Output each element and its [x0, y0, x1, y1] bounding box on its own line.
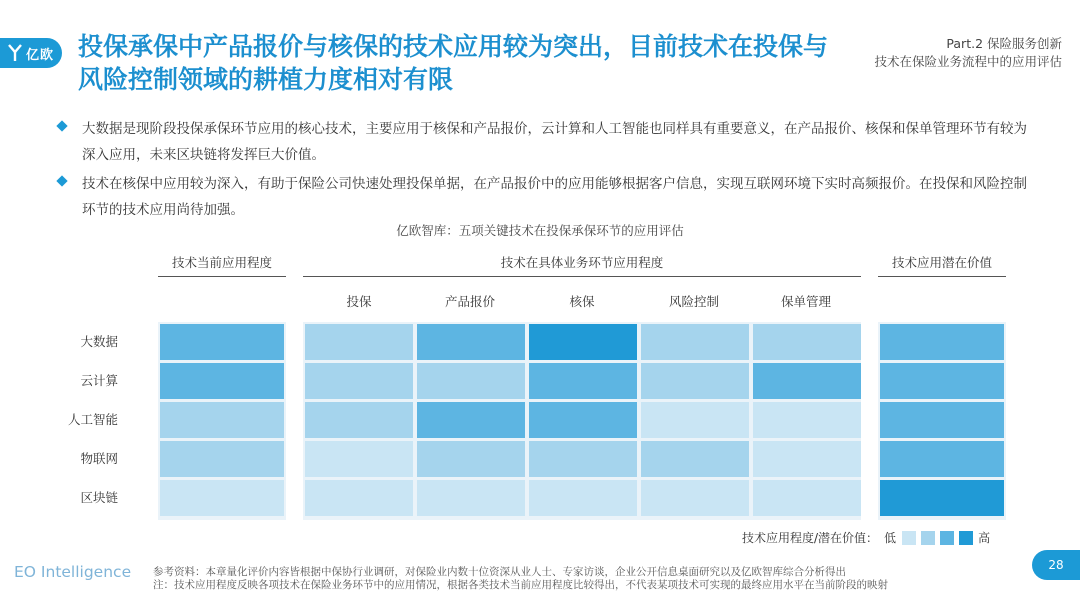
cell-stage-level — [753, 363, 861, 399]
cell-stage-level — [753, 324, 861, 360]
legend-high: 高 — [978, 531, 991, 545]
cell-current-level — [160, 324, 284, 360]
legend-swatch — [921, 531, 935, 545]
cell-stage-level — [305, 363, 413, 399]
group-label-current: 技术当前应用程度 — [171, 255, 272, 270]
cell-potential-level — [880, 480, 1004, 516]
cell-stage-level — [305, 441, 413, 477]
cell-stage-level — [417, 480, 525, 516]
cell-stage-level — [529, 441, 637, 477]
legend-label: 技术应用程度/潜在价值： — [742, 531, 879, 545]
cell-stage-level — [529, 324, 637, 360]
cell-current-level — [160, 441, 284, 477]
bullet-item — [58, 171, 1038, 223]
column-label: 保单管理 — [780, 294, 831, 309]
group-label-stages: 技术在具体业务环节应用程度 — [500, 255, 664, 270]
page-number: 28 — [1032, 550, 1080, 580]
cell-stage-level — [417, 363, 525, 399]
matrix-title: 亿欧智库：五项关键技术在投保承保环节的应用评估 — [396, 223, 684, 238]
bullet-item — [58, 116, 1038, 168]
cell-stage-level — [417, 324, 525, 360]
bullet-text: 技术在核保中应用较为深入，有助于保险公司快速处理投保单据，在产品报价中的应用能够根据客户信息，实现互联网环境下实时高频报价。在投保和风险控制环节的技术应用尚待加强。 — [82, 176, 1027, 218]
cell-stage-level — [641, 324, 749, 360]
legend-swatch — [902, 531, 916, 545]
cell-stage-level — [305, 480, 413, 516]
cell-stage-level — [753, 402, 861, 438]
page-title: 投保承保中产品报价与核保的技术应用较为突出，目前技术在投保与风险控制领域的耕植力度相对有限 — [78, 32, 829, 94]
footnote — [153, 566, 1013, 592]
diamond-bullet-icon — [56, 175, 67, 186]
cell-stage-level — [641, 441, 749, 477]
cell-stage-level — [641, 480, 749, 516]
group-divider-current — [158, 276, 286, 277]
cell-potential-level — [880, 441, 1004, 477]
column-label: 核保 — [569, 294, 595, 309]
cell-stage-level — [417, 402, 525, 438]
row-label: 云计算 — [80, 373, 118, 388]
row-label: 区块链 — [80, 490, 118, 505]
group-divider-potential — [878, 276, 1006, 277]
cell-potential-level — [880, 402, 1004, 438]
legend-swatch — [940, 531, 954, 545]
legend — [742, 529, 996, 546]
column-label: 风险控制 — [668, 294, 719, 309]
cell-stage-level — [529, 480, 637, 516]
legend-swatch — [959, 531, 973, 545]
legend-low: 低 — [884, 531, 897, 545]
bullet-list — [58, 116, 1038, 226]
source-note: 参考资料：本章量化评价内容皆根据中保协行业调研，对保险业内数十位资深从业人士、专家访谈，企业公开信息桌面研究以及亿欧智库综合分析得出 — [153, 566, 846, 578]
eo-logo — [0, 38, 62, 68]
column-label: 产品报价 — [444, 294, 495, 309]
cell-stage-level — [417, 441, 525, 477]
diamond-bullet-icon — [56, 120, 67, 131]
cell-current-level — [160, 363, 284, 399]
row-label: 人工智能 — [67, 412, 118, 427]
footer-brand: EO Intelligence — [14, 563, 132, 581]
cell-stage-level — [753, 480, 861, 516]
cell-stage-level — [753, 441, 861, 477]
cell-stage-level — [641, 402, 749, 438]
logo-text: 亿欧 — [26, 47, 55, 63]
section-label — [874, 35, 1062, 71]
part-label: Part.2 保险服务创新 — [946, 36, 1062, 51]
cell-stage-level — [529, 402, 637, 438]
group-divider-stages — [303, 276, 861, 277]
cell-potential-level — [880, 324, 1004, 360]
cell-stage-level — [641, 363, 749, 399]
column-label: 投保 — [346, 294, 372, 309]
cell-potential-level — [880, 363, 1004, 399]
bullet-text: 大数据是现阶段投保承保环节应用的核心技术，主要应用于核保和产品报价，云计算和人工智能也同样具有重要意义，在产品报价、核保和保单管理环节有较为深入应用，未来区块链将发挥巨大价值。 — [82, 121, 1027, 163]
section-subtitle: 技术在保险业务流程中的应用评估 — [874, 54, 1062, 69]
row-label: 物联网 — [80, 451, 118, 466]
cell-stage-level — [305, 402, 413, 438]
eo-logo-icon — [8, 44, 22, 62]
cell-current-level — [160, 480, 284, 516]
cell-stage-level — [305, 324, 413, 360]
cell-stage-level — [529, 363, 637, 399]
method-note: 注：技术应用程度反映各项技术在保险业务环节中的应用情况，根据各类技术当前应用程度比较得出，不代表某项技术可实现的最终应用水平在当前阶段的映射 — [153, 579, 888, 591]
group-label-potential: 技术应用潜在价值 — [891, 255, 992, 270]
cell-current-level — [160, 402, 284, 438]
row-label: 大数据 — [80, 334, 118, 349]
